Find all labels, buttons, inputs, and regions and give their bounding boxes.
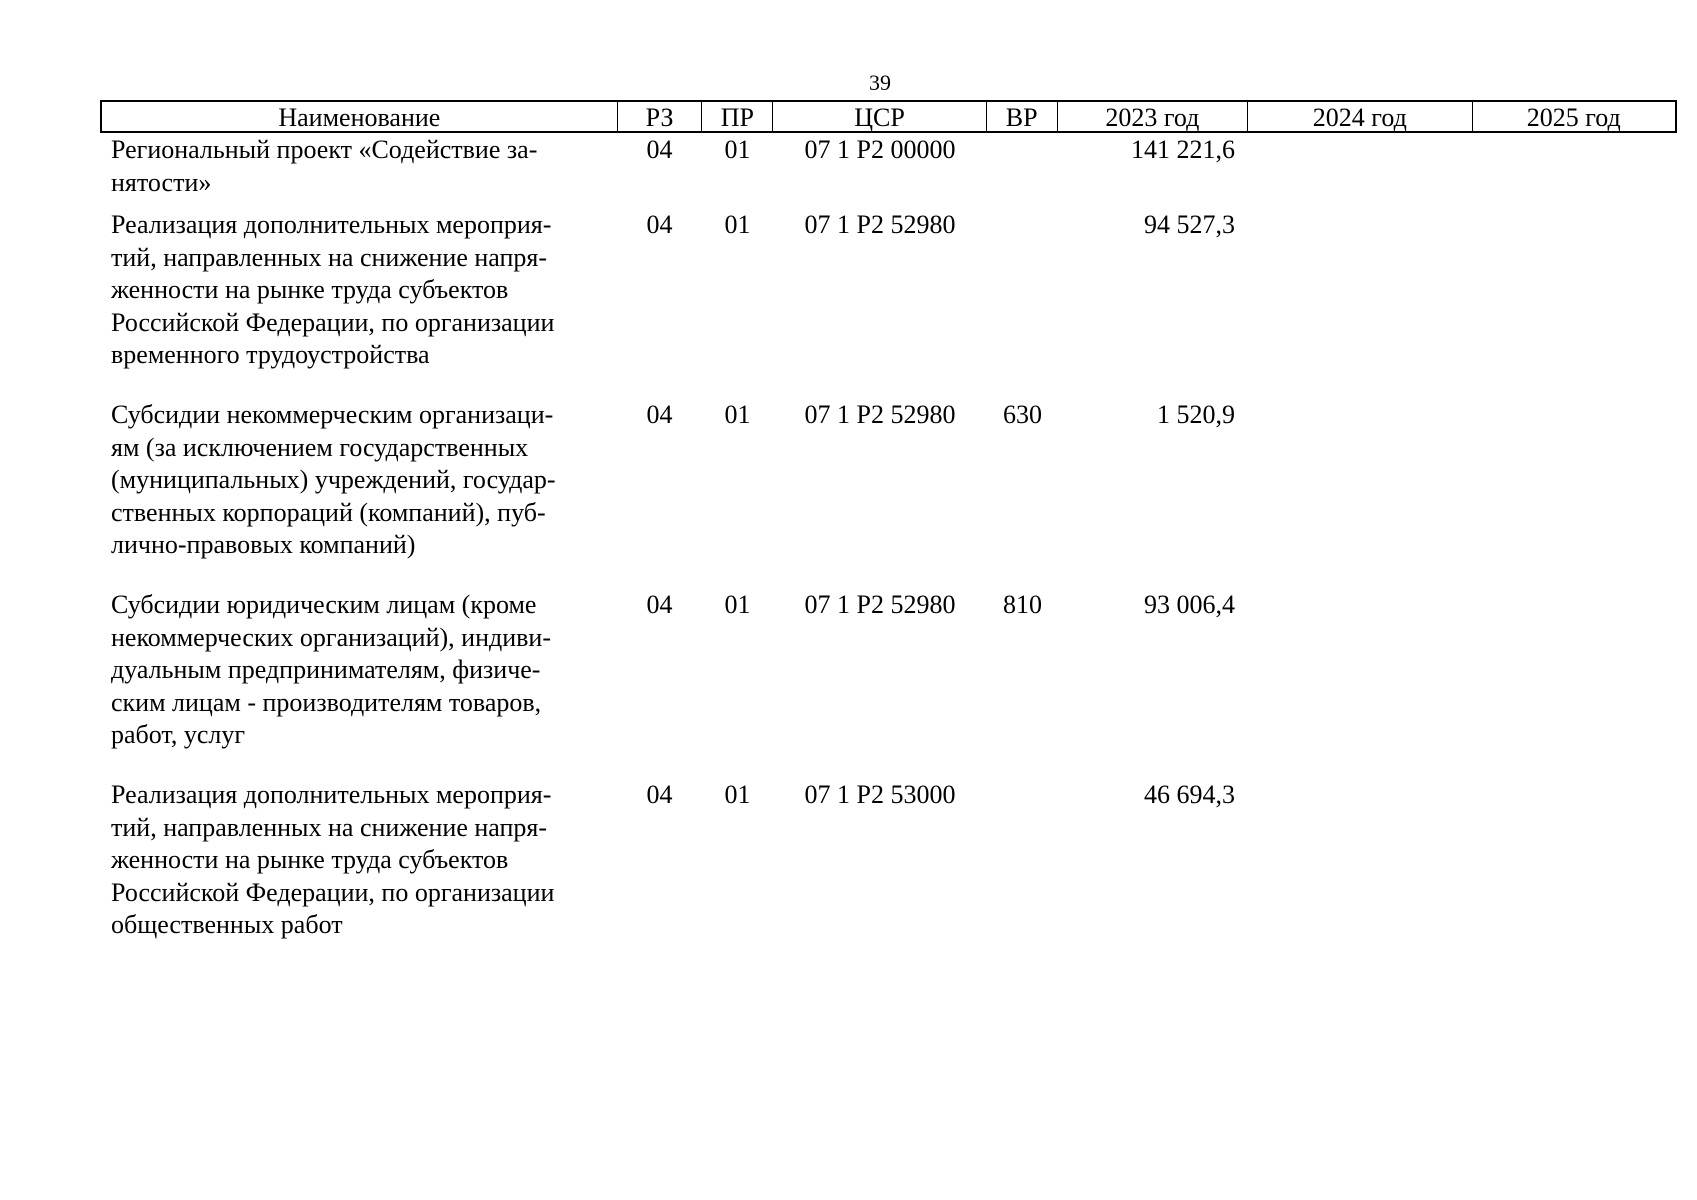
row-name-line: ям (за исключением государственных bbox=[111, 432, 529, 462]
row-rz: 04 bbox=[646, 400, 673, 429]
row-pr: 01 bbox=[724, 590, 751, 619]
row-name-line: Российской Федерации, по организации bbox=[111, 307, 555, 337]
table-row bbox=[100, 399, 1677, 589]
row-name-line: некоммерческих организаций), индиви- bbox=[111, 622, 551, 652]
row-name-line: нятости» bbox=[111, 167, 212, 197]
row-2024 bbox=[1249, 399, 1474, 589]
table-row bbox=[100, 134, 1677, 209]
row-name-line: лично-правовых компаний) bbox=[111, 530, 416, 560]
row-2024 bbox=[1249, 589, 1474, 779]
row-pr: 01 bbox=[724, 210, 751, 239]
row-rz: 04 bbox=[646, 590, 673, 619]
row-rz: 04 bbox=[646, 210, 673, 239]
row-vr: 630 bbox=[1003, 400, 1042, 429]
row-name-line: Субсидии юридическим лицам (кроме bbox=[111, 590, 537, 619]
table-body bbox=[100, 134, 1677, 954]
row-name-line: работ, услуг bbox=[111, 720, 246, 750]
row-2025 bbox=[1474, 779, 1677, 954]
row-name-line: Региональный проект «Содействие за- bbox=[111, 135, 538, 164]
row-vr bbox=[987, 779, 1058, 954]
table-row bbox=[100, 779, 1677, 954]
row-2024 bbox=[1249, 209, 1474, 399]
row-csr: 07 1 Р2 00000 bbox=[804, 135, 956, 164]
header-pr: ПР bbox=[702, 102, 773, 131]
row-name-line: дуальным предпринимателям, физиче- bbox=[111, 655, 541, 685]
row-2023: 1 520,9 bbox=[1157, 400, 1235, 429]
row-name bbox=[100, 779, 617, 954]
row-name bbox=[100, 209, 617, 399]
row-name-line: женности на рынке труда субъектов bbox=[111, 275, 509, 305]
header-csr: ЦСР bbox=[773, 102, 986, 131]
header-2023: 2023 год bbox=[1058, 102, 1249, 131]
row-name-line: Субсидии некоммерческим организаци- bbox=[111, 400, 554, 429]
row-name-line: общественных работ bbox=[111, 910, 343, 940]
row-pr: 01 bbox=[724, 780, 751, 809]
row-vr bbox=[987, 209, 1058, 399]
row-name-line: тий, направленных на снижение напря- bbox=[111, 242, 547, 272]
row-vr bbox=[987, 134, 1058, 209]
row-name bbox=[100, 134, 617, 209]
header-rz: РЗ bbox=[618, 102, 703, 131]
table-header bbox=[100, 100, 1677, 133]
row-2024 bbox=[1249, 779, 1474, 954]
row-rz: 04 bbox=[646, 780, 673, 809]
row-pr: 01 bbox=[724, 400, 751, 429]
row-csr: 07 1 Р2 52980 bbox=[804, 400, 956, 429]
row-name-line: Реализация дополнительных мероприя- bbox=[111, 780, 552, 809]
row-name-line: ственных корпораций (компаний), пуб- bbox=[111, 497, 546, 527]
header-2025: 2025 год bbox=[1526, 103, 1621, 131]
row-2023: 93 006,4 bbox=[1144, 590, 1235, 619]
row-2023: 46 694,3 bbox=[1144, 780, 1235, 809]
row-name-line: женности на рынке труда субъектов bbox=[111, 845, 509, 875]
row-csr: 07 1 Р2 52980 bbox=[804, 210, 956, 239]
row-2023: 94 527,3 bbox=[1144, 210, 1235, 239]
row-2024 bbox=[1249, 134, 1474, 209]
row-rz: 04 bbox=[646, 135, 673, 164]
row-2023: 141 221,6 bbox=[1131, 135, 1235, 164]
table-row bbox=[100, 209, 1677, 399]
row-csr: 07 1 Р2 53000 bbox=[804, 780, 956, 809]
row-2025 bbox=[1474, 589, 1677, 779]
table-row bbox=[100, 589, 1677, 779]
header-2024: 2024 год bbox=[1248, 102, 1472, 131]
row-2025 bbox=[1474, 399, 1677, 589]
row-name-line: ским лицам - производителям товаров, bbox=[111, 687, 542, 717]
row-name-line: тий, направленных на снижение напря- bbox=[111, 812, 547, 842]
row-name-line: Российской Федерации, по организации bbox=[111, 877, 555, 907]
row-name-line: временного трудоустройства bbox=[111, 340, 430, 370]
row-vr: 810 bbox=[1003, 590, 1042, 619]
row-name-line: Реализация дополнительных мероприя- bbox=[111, 210, 552, 239]
row-2025 bbox=[1474, 209, 1677, 399]
row-pr: 01 bbox=[724, 135, 751, 164]
row-name bbox=[100, 399, 617, 589]
row-2025 bbox=[1474, 134, 1677, 209]
header-vr: ВР bbox=[987, 102, 1058, 131]
page-number: 39 bbox=[869, 70, 891, 95]
row-name bbox=[100, 589, 617, 779]
row-name-line: (муниципальных) учреждений, государ- bbox=[111, 465, 556, 495]
row-csr: 07 1 Р2 52980 bbox=[804, 590, 956, 619]
header-name: Наименование bbox=[102, 102, 618, 131]
